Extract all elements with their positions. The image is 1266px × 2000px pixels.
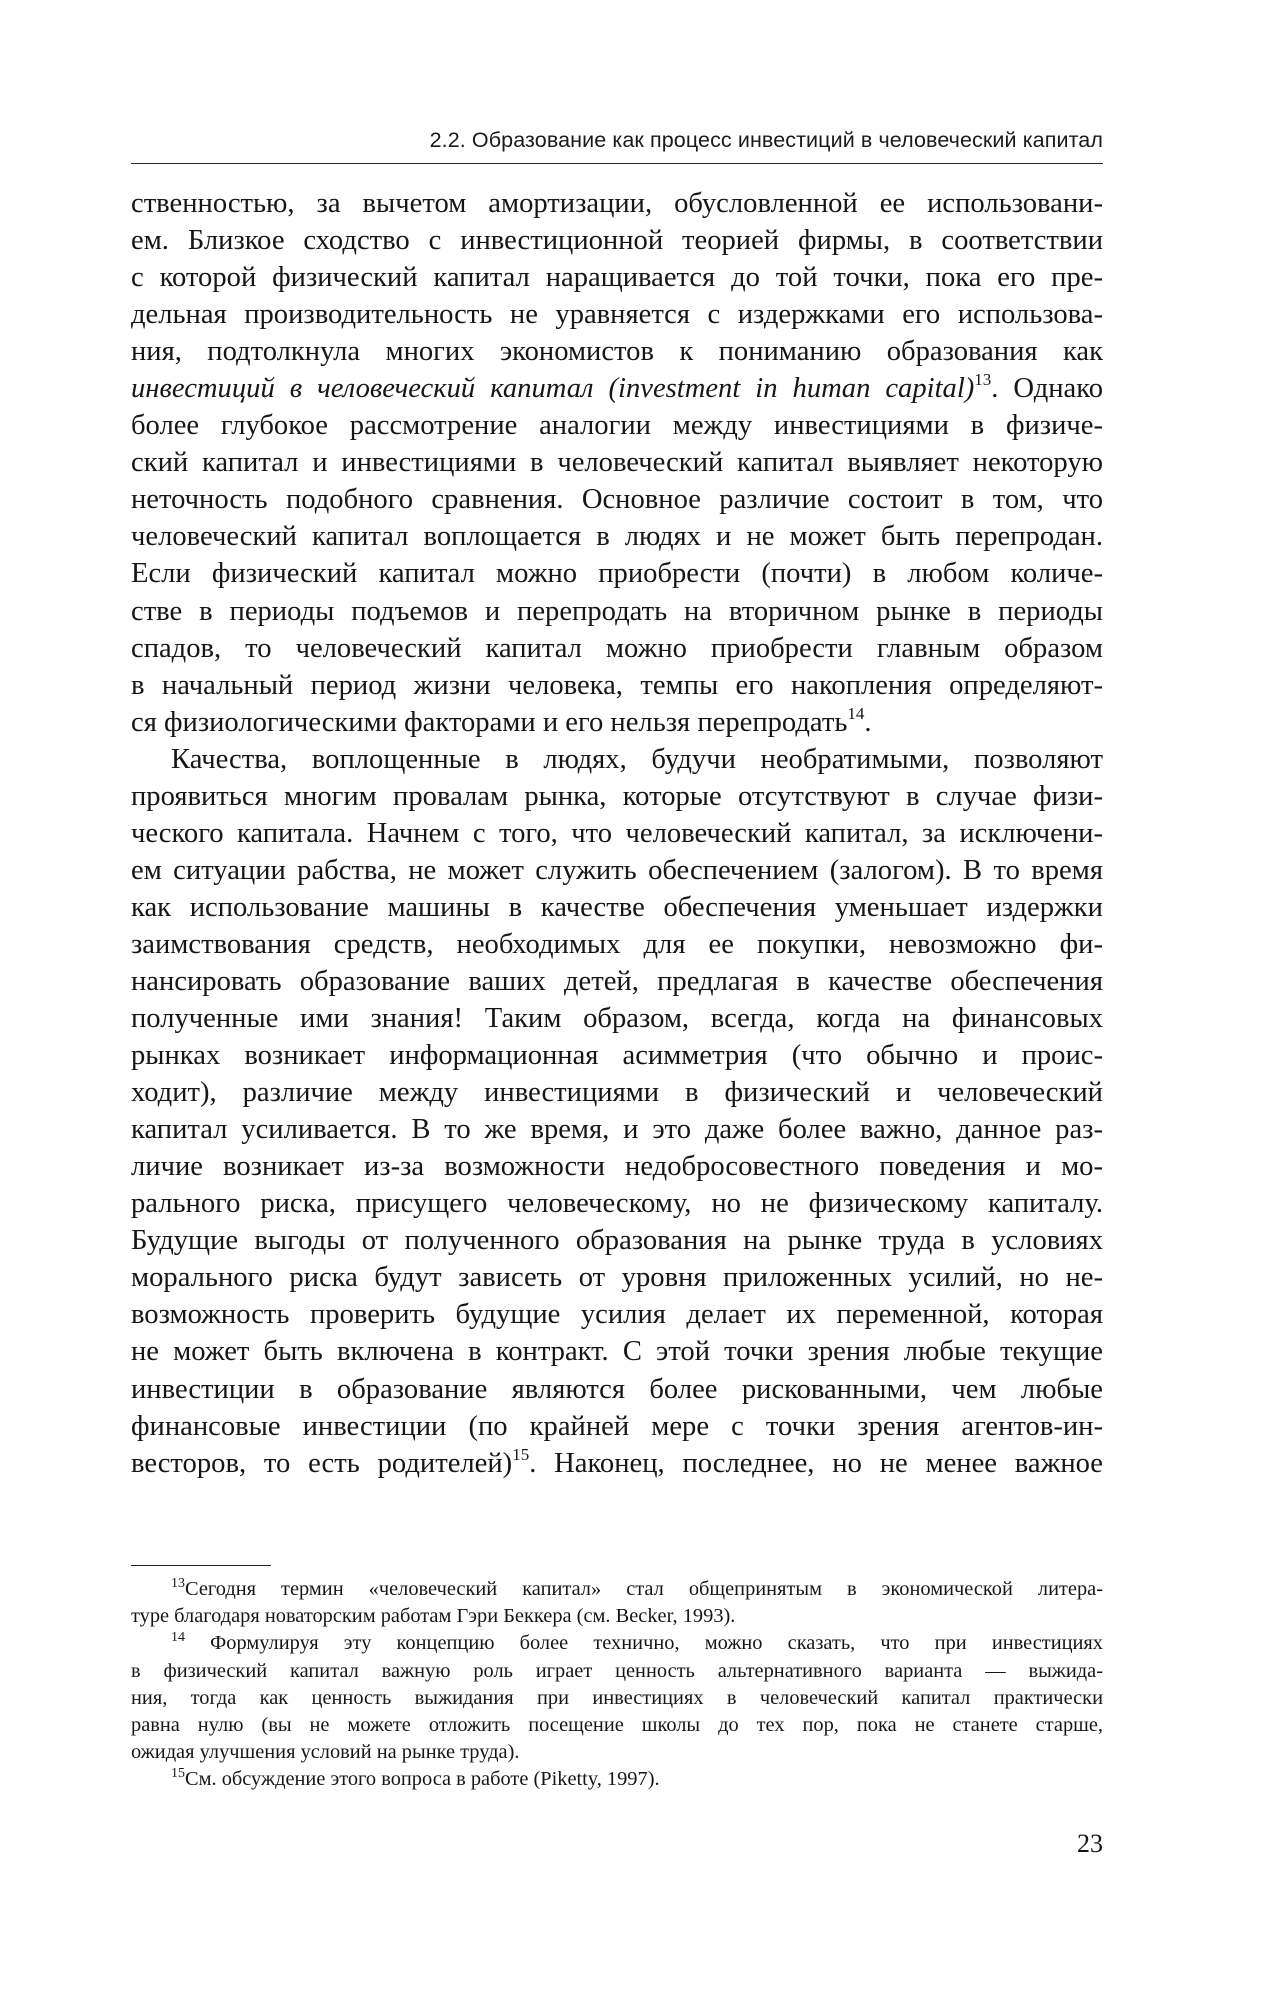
text-line: в начальный период жизни человека, темпы его накопления определяют- bbox=[131, 669, 1103, 701]
text-line: ческого капитала. Начнем с того, что человеческий капитал, за исключени- bbox=[131, 817, 1103, 849]
text-line: морального риска будут зависеть от уровня приложенных усилий, но не- bbox=[131, 1262, 1103, 1294]
header-rule bbox=[131, 163, 1103, 164]
text-line: возможность проверить будущие усилия делает их переменной, которая bbox=[131, 1299, 1103, 1331]
footnote-marker: 15 bbox=[171, 1766, 185, 1782]
text-fragment: Формулируя эту концепцию более технично, можно сказать, что при инвестициях bbox=[185, 1632, 1103, 1655]
text-line: ходит), различие между инвестициями в физический и человеческий bbox=[131, 1077, 1103, 1109]
text-fragment: . bbox=[864, 706, 872, 738]
text-line: рынках возникает информационная асимметрия (что обычно и проис- bbox=[131, 1040, 1103, 1072]
text-line: не может быть включена в контракт. С этой точки зрения любые текущие bbox=[131, 1336, 1103, 1368]
text-line: заимствования средств, необходимых для ее покупки, невозможно фи- bbox=[131, 928, 1103, 960]
footnote-13 bbox=[131, 1576, 1103, 1630]
text-line: стве в периоды подъемов и перепродать на вторичном рынке в периоды bbox=[131, 595, 1103, 627]
text-line bbox=[131, 704, 1103, 741]
footnote-14 bbox=[131, 1630, 1103, 1766]
footnote-ref-14[interactable]: 14 bbox=[847, 703, 865, 723]
text-line: нансировать образование ваших детей, предлагая в качестве обеспечения bbox=[131, 965, 1103, 997]
text-line: проявиться многим провалам рынка, которые отсутствуют в случае физи- bbox=[131, 780, 1103, 812]
footnote-ref-13[interactable]: 13 bbox=[974, 370, 992, 390]
text-line: человеческий капитал воплощается в людях и не может быть перепродан. bbox=[131, 521, 1103, 553]
text-line: ем ситуации рабства, не может служить обеспечением (залогом). В то время bbox=[131, 854, 1103, 886]
footnote-line: ожидая улучшения условий на рынке труда). bbox=[131, 1741, 520, 1764]
paragraph-2 bbox=[131, 741, 1103, 1482]
text-line: ния, подтолкнула многих экономистов к пониманию образования как bbox=[131, 336, 1103, 368]
text-fragment: ся физиологическими факторами и его нельзя перепродать bbox=[131, 706, 848, 738]
text-fragment: Сегодня термин «человеческий капитал» стал общепринятым в экономической литера- bbox=[185, 1578, 1103, 1600]
italic-term: инвестиций в человеческий капитал (investment in human capital) bbox=[131, 373, 975, 405]
footnote-line: равна нулю (вы не можете отложить посещение школы до тех пор, пока не станете старше, bbox=[131, 1714, 1103, 1737]
text-line: полученные ими знания! Таким образом, всегда, когда на финансовых bbox=[131, 1003, 1103, 1035]
text-line: инвестиции в образование являются более рискованными, чем любые bbox=[131, 1373, 1103, 1405]
footnote-ref-15[interactable]: 15 bbox=[512, 1444, 530, 1464]
text-line: Будущие выгоды от полученного образования на рынке труда в условиях bbox=[131, 1225, 1103, 1257]
text-fragment: весторов, то есть родителей) bbox=[131, 1447, 513, 1479]
text-line: как использование машины в качестве обеспечения уменьшает издержки bbox=[131, 891, 1103, 923]
text-line: капитал усиливается. В то же время, и это даже более важно, данное раз- bbox=[131, 1114, 1103, 1146]
text-line: финансовые инвестиции (по крайней мере с точки зрения агентов-ин- bbox=[131, 1410, 1103, 1442]
text-line: спадов, то человеческий капитал можно приобрести главным образом bbox=[131, 632, 1103, 664]
text-fragment: . Однако bbox=[991, 373, 1103, 405]
paragraph-1 bbox=[131, 185, 1103, 741]
footnote-marker: 13 bbox=[171, 1576, 185, 1591]
text-line: ский капитал и инвестициями в человеческий капитал выявляет некоторую bbox=[131, 447, 1103, 479]
text-fragment: См. обсуждение этого вопроса в работе (Piketty, 1997). bbox=[185, 1768, 660, 1791]
text-line: неточность подобного сравнения. Основное различие состоит в том, что bbox=[131, 484, 1103, 516]
text-line: Качества, воплощенные в людях, будучи необратимыми, позволяют bbox=[171, 743, 1103, 775]
footnote-marker: 14 bbox=[171, 1630, 185, 1646]
footnote-line: в физический капитал важную роль играет ценность альтернативного варианта — выжида- bbox=[131, 1659, 1103, 1682]
footnote-15 bbox=[131, 1766, 1103, 1793]
footnote-line: туре благодаря новаторским работам Гэри Беккера (см. Becker, 1993). bbox=[131, 1605, 736, 1628]
text-line bbox=[131, 1445, 1103, 1482]
footnote-line bbox=[131, 1576, 1103, 1603]
footnote-line: ния, тогда как ценность выжидания при инвестициях в человеческий капитал практически bbox=[131, 1686, 1103, 1709]
footnote-line bbox=[131, 1630, 1103, 1657]
text-line: дельная производительность не уравняется с издержками его использова- bbox=[131, 299, 1103, 331]
footnote-line bbox=[131, 1766, 1103, 1793]
text-line: ем. Близкое сходство с инвестиционной теорией фирмы, в соответствии bbox=[131, 225, 1103, 257]
text-fragment: . Наконец, последнее, но не менее важное bbox=[529, 1447, 1103, 1479]
text-line: более глубокое рассмотрение аналогии между инвестициями в физиче- bbox=[131, 410, 1103, 442]
running-head: 2.2. Образование как процесс инвестиций в человеческий капитал bbox=[429, 128, 1103, 152]
text-line: с которой физический капитал наращивается до той точки, пока его пре- bbox=[131, 262, 1103, 294]
text-line: личие возникает из-за возможности недобросовестного поведения и мо- bbox=[131, 1151, 1103, 1183]
body-text bbox=[131, 185, 1103, 1482]
footnotes bbox=[131, 1576, 1103, 1794]
text-line: ственностью, за вычетом амортизации, обусловленной ее использовани- bbox=[131, 188, 1103, 219]
page-number: 23 bbox=[1077, 1829, 1103, 1858]
text-line: рального риска, присущего человеческому, но не физическому капиталу. bbox=[131, 1188, 1103, 1220]
footnote-rule bbox=[131, 1565, 271, 1566]
text-line: Если физический капитал можно приобрести (почти) в любом количе- bbox=[131, 558, 1103, 590]
text-line bbox=[131, 370, 1103, 407]
